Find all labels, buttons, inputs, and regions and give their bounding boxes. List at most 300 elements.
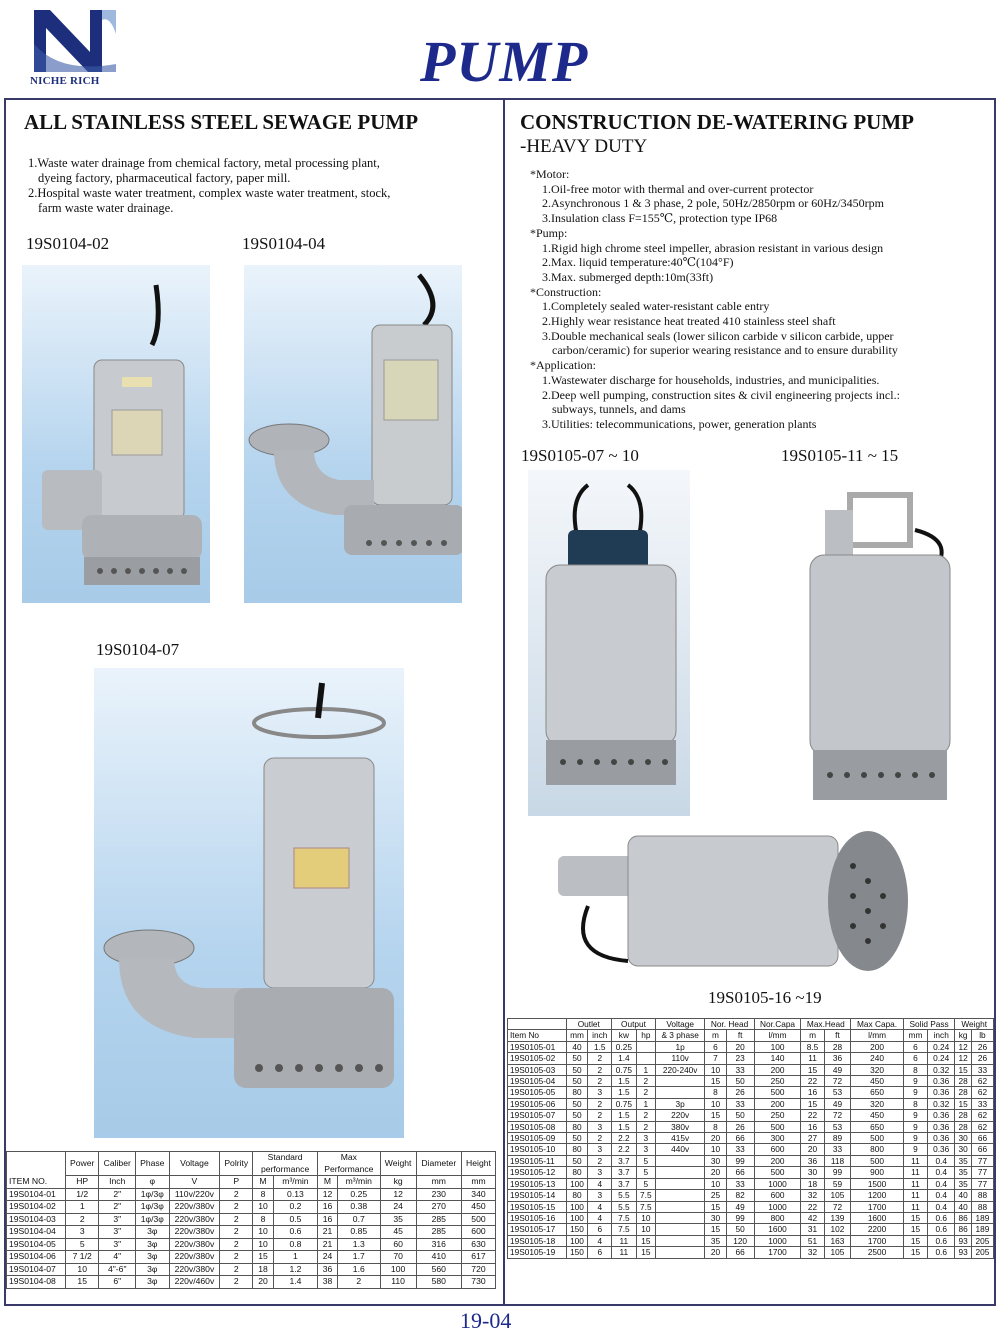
table-header-row <box>7 1176 496 1189</box>
table-cell: 5.5 <box>612 1190 637 1201</box>
table-cell: 19S0104-01 <box>7 1188 66 1201</box>
table-row <box>508 1212 994 1223</box>
table-cell: 250 <box>754 1110 801 1121</box>
table-cell: 189 <box>971 1212 993 1223</box>
table-cell <box>655 1247 704 1258</box>
table-cell: 1.5 <box>612 1076 637 1087</box>
table-cell: 50 <box>566 1064 588 1075</box>
table-cell: 410 <box>416 1251 461 1264</box>
table-cell: 7.5 <box>612 1224 637 1235</box>
table-header-cell: mm <box>566 1030 588 1041</box>
table-cell: 1500 <box>851 1178 904 1189</box>
spec-line: 1.Completely sealed water-resistant cable entry <box>542 299 770 314</box>
table-cell: 5 <box>636 1178 655 1189</box>
table-cell: 440v <box>655 1144 704 1155</box>
table-row <box>508 1201 994 1212</box>
table-cell: 22 <box>801 1110 824 1121</box>
table-cell: 66 <box>726 1133 754 1144</box>
model-label: 19S0104-02 <box>26 234 110 253</box>
spec-line: *Application: <box>530 358 596 373</box>
table-cell: 0.32 <box>928 1064 955 1075</box>
table-cell: 53 <box>824 1121 851 1132</box>
left-heading: ALL STAINLESS STEEL SEWAGE PUMP <box>24 110 419 134</box>
table-cell: 0.25 <box>612 1041 637 1052</box>
page-title: PUMP <box>420 29 589 94</box>
table-cell: 630 <box>461 1238 495 1251</box>
table-cell: 99 <box>726 1155 754 1166</box>
table-cell: 42 <box>801 1212 824 1223</box>
model-label: 19S0105-16 ~19 <box>708 988 822 1007</box>
table-cell: 26 <box>971 1041 993 1052</box>
model-label: 19S0105-07 ~ 10 <box>521 446 639 465</box>
table-cell: 31 <box>801 1224 824 1235</box>
table-cell: 50 <box>726 1076 754 1087</box>
table-cell: 15 <box>253 1251 274 1264</box>
table-cell: 50 <box>566 1155 588 1166</box>
table-row <box>508 1235 994 1246</box>
table-cell: 8 <box>705 1087 726 1098</box>
table-header-cell: φ <box>136 1176 169 1189</box>
table-row <box>7 1263 496 1276</box>
table-row <box>508 1144 994 1155</box>
pump-photo-19s0105-16 <box>548 826 918 986</box>
sewage-pump-icon <box>22 265 210 603</box>
table-cell: 21 <box>318 1226 338 1239</box>
table-cell: 80 <box>566 1167 588 1178</box>
table-header-cell: Max Capa. <box>851 1019 904 1030</box>
table-row <box>508 1224 994 1235</box>
table-cell: 1 <box>636 1098 655 1109</box>
dewatering-pump-spec-table <box>507 1018 994 1259</box>
table-cell: 77 <box>971 1178 993 1189</box>
table-cell: 600 <box>461 1226 495 1239</box>
table-cell: 415v <box>655 1133 704 1144</box>
table-cell: 66 <box>971 1133 993 1144</box>
table-header-cell: m³/min <box>273 1176 317 1189</box>
table-cell: 220v/460v <box>169 1276 220 1289</box>
table-cell: 500 <box>461 1213 495 1226</box>
table-row <box>508 1087 994 1098</box>
table-cell: 600 <box>754 1190 801 1201</box>
table-cell: 220v/380v <box>169 1251 220 1264</box>
table-cell: 2 <box>220 1238 253 1251</box>
table-cell: 28 <box>955 1110 972 1121</box>
table-cell: 82 <box>726 1190 754 1201</box>
dewatering-pump-icon <box>528 470 690 816</box>
table-cell: 2.2 <box>612 1133 637 1144</box>
table-cell: 19S0104-07 <box>7 1263 66 1276</box>
table-cell: 4"-6" <box>99 1263 136 1276</box>
table-cell: 19S0104-08 <box>7 1276 66 1289</box>
table-cell: 9 <box>903 1110 927 1121</box>
table-cell: 45 <box>380 1226 416 1239</box>
table-cell: 12 <box>955 1041 972 1052</box>
table-cell: 2 <box>588 1064 612 1075</box>
table-cell: 3 <box>588 1121 612 1132</box>
table-cell: 1600 <box>851 1212 904 1223</box>
table-cell: 285 <box>416 1213 461 1226</box>
table-cell: 102 <box>824 1224 851 1235</box>
table-cell: 19S0104-04 <box>7 1226 66 1239</box>
table-header-cell: HP <box>66 1176 99 1189</box>
spec-line: 3.Max. submerged depth:10m(33ft) <box>542 269 714 284</box>
table-cell: 500 <box>754 1087 801 1098</box>
table-cell: 580 <box>416 1276 461 1289</box>
table-cell: 4 <box>588 1235 612 1246</box>
table-cell: 0.4 <box>928 1155 955 1166</box>
spec-line: 1.Oil-free motor with thermal and over-current protector <box>542 181 814 196</box>
table-cell: 2 <box>636 1076 655 1087</box>
table-cell: 10 <box>636 1212 655 1223</box>
sewage-pump-spec-table <box>6 1151 496 1289</box>
table-cell: 1φ/3φ <box>136 1188 169 1201</box>
table-row <box>508 1167 994 1178</box>
table-cell: 0.4 <box>928 1190 955 1201</box>
table-cell: 9 <box>903 1076 927 1087</box>
table-cell: 7.5 <box>612 1212 637 1223</box>
table-cell: 66 <box>971 1144 993 1155</box>
table-header-cell: Weight <box>955 1019 994 1030</box>
table-header-cell: kg <box>955 1030 972 1041</box>
table-cell: 8 <box>903 1098 927 1109</box>
table-row <box>508 1053 994 1064</box>
table-cell: 66 <box>726 1167 754 1178</box>
table-cell: 9 <box>903 1144 927 1155</box>
pump-photo-19s0105-11 <box>795 490 965 820</box>
table-cell: 105 <box>824 1190 851 1201</box>
table-header-cell: inch <box>928 1030 955 1041</box>
table-cell: 3φ <box>136 1226 169 1239</box>
table-cell: 1700 <box>851 1201 904 1212</box>
table-row <box>7 1276 496 1289</box>
table-cell: 15 <box>903 1224 927 1235</box>
table-cell: 2 <box>588 1133 612 1144</box>
table-cell: 15 <box>903 1235 927 1246</box>
table-cell: 100 <box>566 1201 588 1212</box>
table-cell: 0.6 <box>928 1212 955 1223</box>
table-cell: 2 <box>588 1076 612 1087</box>
spec-line: *Motor: <box>530 167 570 181</box>
table-cell: 19S0105-01 <box>508 1041 567 1052</box>
table-cell: 19S0104-06 <box>7 1251 66 1264</box>
table-cell: 0.2 <box>273 1201 317 1214</box>
table-cell: 0.36 <box>928 1076 955 1087</box>
table-cell: 450 <box>851 1076 904 1087</box>
table-cell: 250 <box>754 1076 801 1087</box>
table-header-row <box>508 1030 994 1041</box>
table-cell: 27 <box>801 1133 824 1144</box>
table-cell <box>636 1053 655 1064</box>
spec-line: subways, tunnels, and dams <box>552 402 686 417</box>
table-cell: 11 <box>612 1247 637 1258</box>
table-cell: 3 <box>588 1144 612 1155</box>
table-cell: 15 <box>801 1064 824 1075</box>
table-header-cell: Max.Head <box>801 1019 851 1030</box>
table-cell: 1.6 <box>337 1263 380 1276</box>
table-cell: 99 <box>726 1212 754 1223</box>
table-row <box>7 1188 496 1201</box>
table-cell: 100 <box>380 1263 416 1276</box>
table-cell: 1.4 <box>273 1276 317 1289</box>
table-cell: 0.4 <box>928 1178 955 1189</box>
spec-line: 2.Max. liquid temperature:40℃(104°F) <box>542 255 734 270</box>
table-cell: 99 <box>824 1167 851 1178</box>
spec-line: 3.Insulation class F=155℃, protection type IP68 <box>542 211 778 226</box>
table-cell: 7.5 <box>636 1190 655 1201</box>
spec-line: 3.Utilities: telecommunications, power, generation plants <box>542 416 817 431</box>
table-cell: 77 <box>971 1167 993 1178</box>
table-cell: 10 <box>705 1144 726 1155</box>
table-cell: 200 <box>851 1041 904 1052</box>
table-cell: 1 <box>66 1201 99 1214</box>
table-cell: 19S0105-09 <box>508 1133 567 1144</box>
table-cell: 15 <box>955 1064 972 1075</box>
table-cell: 26 <box>726 1087 754 1098</box>
table-cell: 340 <box>461 1188 495 1201</box>
table-cell: 10 <box>253 1201 274 1214</box>
table-cell: 2 <box>588 1098 612 1109</box>
table-cell: 110 <box>380 1276 416 1289</box>
table-row <box>508 1247 994 1258</box>
table-header-cell: Inch <box>99 1176 136 1189</box>
table-cell: 3.7 <box>612 1167 637 1178</box>
table-cell: 7 1/2 <box>66 1251 99 1264</box>
page-number: 19-04 <box>460 1308 512 1333</box>
desc-line: farm waste water drainage. <box>38 201 174 215</box>
table-cell: 617 <box>461 1251 495 1264</box>
table-cell: 1.5 <box>612 1110 637 1121</box>
table-cell: 6 <box>903 1053 927 1064</box>
table-header-row <box>508 1019 994 1030</box>
table-row <box>508 1190 994 1201</box>
table-cell: 15 <box>705 1076 726 1087</box>
table-cell: 93 <box>955 1247 972 1258</box>
table-cell: 1.4 <box>612 1053 637 1064</box>
table-cell: 11 <box>612 1235 637 1246</box>
table-cell: 88 <box>971 1190 993 1201</box>
table-cell: 2.2 <box>612 1144 637 1155</box>
table-cell: 80 <box>566 1190 588 1201</box>
table-cell: 1.7 <box>337 1251 380 1264</box>
table-header-cell: Max Performance <box>318 1152 381 1176</box>
table-cell: 15 <box>705 1201 726 1212</box>
table-cell: 19S0105-03 <box>508 1064 567 1075</box>
table-cell: 730 <box>461 1276 495 1289</box>
table-cell: 15 <box>705 1224 726 1235</box>
table-cell <box>655 1201 704 1212</box>
table-cell: 3p <box>655 1098 704 1109</box>
table-header-cell: ft <box>824 1030 851 1041</box>
table-cell: 36 <box>801 1155 824 1166</box>
table-cell: 2 <box>220 1276 253 1289</box>
table-cell: 2 <box>220 1263 253 1276</box>
table-cell: 19S0105-04 <box>508 1076 567 1087</box>
table-cell: 49 <box>824 1064 851 1075</box>
table-cell: 200 <box>754 1064 801 1075</box>
table-cell: 2 <box>588 1053 612 1064</box>
dewatering-pump-icon <box>795 490 965 820</box>
table-row <box>508 1098 994 1109</box>
table-cell: 19S0105-05 <box>508 1087 567 1098</box>
table-cell <box>655 1235 704 1246</box>
table-cell: 0.36 <box>928 1087 955 1098</box>
table-cell: 26 <box>971 1053 993 1064</box>
table-cell: 62 <box>971 1121 993 1132</box>
table-cell: 200 <box>754 1155 801 1166</box>
table-cell: 220v/380v <box>169 1226 220 1239</box>
table-cell <box>655 1167 704 1178</box>
table-cell: 2 <box>636 1121 655 1132</box>
table-header-cell: hp <box>636 1030 655 1041</box>
table-header-cell: Phase <box>136 1152 169 1176</box>
table-cell: 10 <box>253 1238 274 1251</box>
table-cell: 0.25 <box>337 1188 380 1201</box>
table-cell: 6 <box>705 1041 726 1052</box>
table-cell: 72 <box>824 1076 851 1087</box>
table-cell: 4 <box>588 1212 612 1223</box>
table-cell: 105 <box>824 1247 851 1258</box>
spec-line: 1.Rigid high chrome steel impeller, abrasion resistant in various design <box>542 240 884 255</box>
table-cell: 4 <box>588 1178 612 1189</box>
table-cell: 6 <box>588 1247 612 1258</box>
table-cell: 16 <box>801 1087 824 1098</box>
table-cell: 15 <box>636 1235 655 1246</box>
table-cell: 3 <box>588 1167 612 1178</box>
table-cell: 8 <box>705 1121 726 1132</box>
table-cell: 1.2 <box>273 1263 317 1276</box>
table-cell: 3.7 <box>612 1155 637 1166</box>
table-cell: 3 <box>588 1190 612 1201</box>
table-cell: 1p <box>655 1041 704 1052</box>
table-cell: 0.4 <box>928 1201 955 1212</box>
table-cell: 220v/380v <box>169 1238 220 1251</box>
table-cell: 19S0105-11 <box>508 1155 567 1166</box>
table-cell: 205 <box>971 1247 993 1258</box>
desc-line: 1.Waste water drainage from chemical factory, metal processing plant, <box>28 156 380 170</box>
table-cell: 1000 <box>754 1178 801 1189</box>
table-cell: 220v/380v <box>169 1213 220 1226</box>
table-row <box>508 1155 994 1166</box>
column-divider <box>503 98 505 1306</box>
table-cell: 22 <box>801 1201 824 1212</box>
table-cell: 19S0104-03 <box>7 1213 66 1226</box>
table-cell: 450 <box>851 1110 904 1121</box>
table-row <box>508 1064 994 1075</box>
table-cell: 70 <box>380 1251 416 1264</box>
table-cell: 33 <box>726 1064 754 1075</box>
table-cell: 7 <box>705 1053 726 1064</box>
table-cell: 650 <box>851 1121 904 1132</box>
table-cell <box>655 1190 704 1201</box>
table-cell: 5 <box>66 1238 99 1251</box>
table-row <box>7 1251 496 1264</box>
table-cell: 19S0105-19 <box>508 1247 567 1258</box>
spec-line: 2.Highly wear resistance heat treated 410 stainless steel shaft <box>542 314 836 329</box>
table-cell: 0.24 <box>928 1041 955 1052</box>
table-cell: 15 <box>705 1110 726 1121</box>
table-cell: 2 <box>636 1087 655 1098</box>
table-cell: 28 <box>824 1041 851 1052</box>
table-cell: 15 <box>66 1276 99 1289</box>
table-cell: 800 <box>851 1144 904 1155</box>
table-cell: 0.75 <box>612 1098 637 1109</box>
table-cell: 10 <box>66 1263 99 1276</box>
table-cell: 72 <box>824 1110 851 1121</box>
table-header-cell: Item No <box>508 1030 567 1041</box>
table-cell: 2" <box>99 1188 136 1201</box>
table-cell: 8 <box>903 1064 927 1075</box>
table-cell <box>655 1178 704 1189</box>
table-cell: 500 <box>851 1133 904 1144</box>
table-cell: 30 <box>955 1144 972 1155</box>
table-cell: 51 <box>801 1235 824 1246</box>
table-cell: 40 <box>955 1190 972 1201</box>
table-cell: 33 <box>726 1144 754 1155</box>
table-cell: 1200 <box>851 1190 904 1201</box>
table-cell: 0.7 <box>337 1213 380 1226</box>
table-cell: 11 <box>903 1167 927 1178</box>
table-cell: 35 <box>955 1167 972 1178</box>
desc-line: dyeing factory, pharmaceutical factory, paper mill. <box>38 171 291 185</box>
table-row <box>508 1121 994 1132</box>
table-header-cell: kw <box>612 1030 637 1041</box>
table-cell: 10 <box>253 1226 274 1239</box>
table-cell: 110v <box>655 1053 704 1064</box>
table-cell: 5 <box>636 1167 655 1178</box>
table-cell: 0.6 <box>273 1226 317 1239</box>
table-cell: 2200 <box>851 1224 904 1235</box>
table-cell: 9 <box>903 1133 927 1144</box>
table-cell: 320 <box>851 1098 904 1109</box>
table-cell: 0.75 <box>612 1064 637 1075</box>
model-label: 19S0104-04 <box>242 234 326 253</box>
table-cell: 19S0105-13 <box>508 1178 567 1189</box>
table-cell: 2500 <box>851 1247 904 1258</box>
table-cell: 2 <box>220 1213 253 1226</box>
table-cell: 18 <box>253 1263 274 1276</box>
table-cell: 50 <box>566 1076 588 1087</box>
table-header-cell: Nor.Capa <box>754 1019 801 1030</box>
table-header-cell: Polrity <box>220 1152 253 1176</box>
table-cell: 86 <box>955 1212 972 1223</box>
table-cell: 500 <box>754 1121 801 1132</box>
table-cell: 0.6 <box>928 1235 955 1246</box>
table-cell: 22 <box>801 1076 824 1087</box>
table-cell: 50 <box>566 1133 588 1144</box>
table-cell: 0.8 <box>273 1238 317 1251</box>
table-cell: 20 <box>705 1167 726 1178</box>
table-cell: 3" <box>99 1226 136 1239</box>
table-cell: 220v/380v <box>169 1201 220 1214</box>
table-cell: 3" <box>99 1213 136 1226</box>
table-header-cell: m <box>801 1030 824 1041</box>
table-cell <box>655 1224 704 1235</box>
table-cell: 36 <box>824 1053 851 1064</box>
table-cell: 205 <box>971 1235 993 1246</box>
table-header-cell: M <box>318 1176 338 1189</box>
sewage-pump-icon <box>244 265 462 603</box>
table-cell: 40 <box>955 1201 972 1212</box>
table-cell: 316 <box>416 1238 461 1251</box>
table-header-cell: Caliber <box>99 1152 136 1176</box>
table-cell: 49 <box>726 1201 754 1212</box>
table-cell: 30 <box>955 1133 972 1144</box>
table-cell: 62 <box>971 1110 993 1121</box>
table-cell: 2 <box>220 1201 253 1214</box>
table-cell: 200 <box>754 1098 801 1109</box>
table-cell: 150 <box>566 1224 588 1235</box>
left-description <box>28 156 488 216</box>
